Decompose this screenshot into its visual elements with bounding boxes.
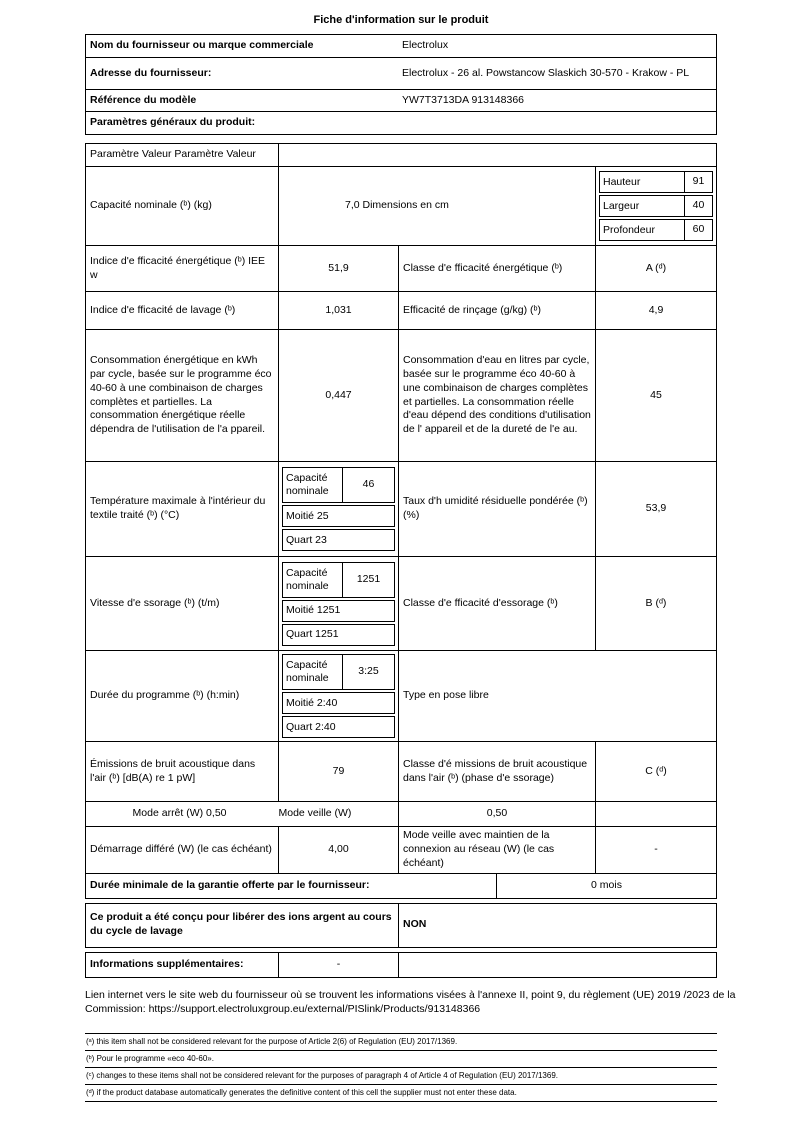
supplier-name-row xyxy=(86,35,716,57)
page-title: Fiche d'information sur le produit xyxy=(313,14,489,26)
parameters-table xyxy=(85,143,717,899)
noise-label: Émissions de bruit acoustique dans l'air (ᵇ) [dB(A) re 1 pW] xyxy=(90,757,256,784)
spin-speed-label: Vitesse d'e ssorage (ᵇ) (t/m) xyxy=(90,596,220,609)
spin-class-label: Classe d'e fficacité d'essorage (ᵇ) xyxy=(398,557,595,650)
duration-row xyxy=(86,650,716,741)
dimensions-table xyxy=(596,168,716,244)
supplier-name-value: Electrolux xyxy=(402,39,449,52)
dimension-width-label: Largeur xyxy=(603,199,640,212)
installation-type-value: Type en pose libre xyxy=(398,651,716,741)
off-mode-label: Mode arrêt (W) 0,50 xyxy=(132,807,227,820)
temperature-label: Température maximale à l'intérieur du textile traité (ᵇ) (°C) xyxy=(90,495,266,521)
parameters-header-row xyxy=(86,144,716,166)
capacity-value: 7,0 Dimensions en cm xyxy=(278,167,595,245)
spin-quarter-value: Quart 1251 xyxy=(286,628,339,641)
water-consumption-value: 45 xyxy=(595,330,716,461)
supplier-name-label: Nom du fournisseur ou marque commerciale xyxy=(90,39,314,52)
section-header-row xyxy=(85,112,717,135)
dimension-width-row xyxy=(599,195,713,217)
dimension-height-label: Hauteur xyxy=(603,175,641,188)
wash-index-value: 1,031 xyxy=(278,292,398,329)
spin-half-value: Moitié 1251 xyxy=(286,604,341,617)
noise-row xyxy=(86,741,716,801)
delay-start-label: Démarrage différé (W) (le cas échéant) xyxy=(90,842,272,855)
energy-efficiency-row xyxy=(86,245,716,291)
temperature-subtable-cell xyxy=(278,462,398,556)
temperature-quarter-value: Quart 23 xyxy=(286,533,327,546)
duration-half-value: Moitié 2:40 xyxy=(286,696,338,709)
parameters-header: Paramètre Valeur Paramètre Valeur xyxy=(90,148,256,161)
temperature-rated-label: Capacité nominale xyxy=(286,472,329,497)
supplier-address-label: Adresse du fournisseur: xyxy=(90,66,212,79)
duration-quarter-row xyxy=(282,716,395,738)
product-fiche-page xyxy=(85,0,736,1102)
supplier-address-value: Electrolux - 26 al. Powstancow Slaskich 30-570 - Krakow - PL xyxy=(402,66,690,79)
duration-rated-row xyxy=(282,654,395,690)
additional-info-table xyxy=(85,952,717,978)
section-header: Paramètres généraux du produit: xyxy=(90,116,256,129)
eei-label: Indice d'e fficacité énergétique (ᵇ) IEE w xyxy=(90,254,266,281)
duration-subtable-cell xyxy=(278,651,398,741)
water-consumption-label: Consommation d'eau en litres par cycle, basée sur le programme éco 40-60 à une combinaison de charges complètes et partielles. La consommation réelle d'eau dépend des conditions d'utilisation de l' appareil et de la dureté de l'e au. xyxy=(398,330,595,461)
temperature-subtable xyxy=(279,464,398,554)
capacity-row xyxy=(86,166,716,245)
duration-label: Durée du programme (ᵇ) (h:min) xyxy=(90,689,240,702)
temperature-rated-value: 46 xyxy=(342,468,394,502)
duration-half-row xyxy=(282,692,395,714)
delay-start-value: 4,00 xyxy=(278,827,398,873)
wash-efficiency-row xyxy=(86,291,716,329)
silver-ions-value: NON xyxy=(398,904,716,947)
footnote-a: (ᵃ) this item shall not be considered relevant for the purpose of Article 2(6) of Regulation (EU) 2017/1369. xyxy=(85,1034,717,1051)
spin-rated-row xyxy=(282,562,395,598)
model-reference-label: Référence du modèle xyxy=(90,93,197,106)
supplier-link-paragraph: Lien internet vers le site web du fournisseur où se trouvent les informations visées à l'annexe II, point 9, du règlement (UE) 2019 /2023 de la Commission: https://support.electroluxgroup.eu/external/PISlink/Products/913148366 xyxy=(85,988,736,1016)
standby-mode-value: 0,50 xyxy=(398,802,595,826)
dimension-width-value: 40 xyxy=(684,196,712,216)
spin-rated-value: 1251 xyxy=(342,563,394,597)
energy-class-value: A (ᵈ) xyxy=(595,246,716,291)
spin-quarter-row xyxy=(282,624,395,646)
silver-ions-row xyxy=(86,904,716,947)
power-modes-empty xyxy=(595,802,716,826)
silver-ions-label: Ce produit a été conçu pour libérer des ions argent au cours du cycle de lavage xyxy=(90,911,392,938)
spin-subtable-cell xyxy=(278,557,398,650)
duration-rated-label: Capacité nominale xyxy=(286,659,329,684)
additional-info-value: - xyxy=(278,953,398,977)
energy-consumption-label: Consommation énergétique en kWh par cycle, basée sur le programme éco 40-60 à une combinaison de charges complètes et partielles. La consommation énergétique réelle dépendra de l'utilisation de l'a ppareil. xyxy=(90,353,272,436)
humidity-label: Taux d'h umidité résiduelle pondérée (ᵇ) (%) xyxy=(398,462,595,556)
duration-subtable xyxy=(279,651,398,741)
temperature-row xyxy=(86,461,716,556)
wash-index-label: Indice d'e fficacité de lavage (ᵇ) xyxy=(90,303,236,316)
dimension-height-value: 91 xyxy=(684,172,712,192)
power-modes-row xyxy=(86,801,716,826)
noise-class-value: C (ᵈ) xyxy=(595,742,716,801)
additional-info-row xyxy=(86,953,716,977)
temperature-half-row xyxy=(282,505,395,527)
silver-ions-table xyxy=(85,903,717,948)
supplier-address-row xyxy=(86,57,716,89)
capacity-label: Capacité nominale (ᵇ) (kg) xyxy=(90,199,212,212)
temperature-rated-row xyxy=(282,467,395,503)
dimension-height-row xyxy=(599,171,713,193)
duration-quarter-value: Quart 2:40 xyxy=(286,720,336,733)
footnote-d: (ᵈ) if the product database automatically generates the definitive content of this cell the supplier must not enter these data. xyxy=(85,1085,717,1102)
additional-info-empty xyxy=(398,953,716,977)
model-reference-value: YW7T3713DA 913148366 xyxy=(402,93,525,106)
dimension-depth-row xyxy=(599,219,713,241)
temperature-half-value: Moitié 25 xyxy=(286,509,329,522)
power-modes-labels xyxy=(86,802,398,826)
dimension-depth-value: 60 xyxy=(684,220,712,240)
spin-rated-label: Capacité nominale xyxy=(286,566,329,592)
network-standby-value: - xyxy=(595,827,716,873)
energy-consumption-value: 0,447 xyxy=(278,330,398,461)
standby-mode-label: Mode veille (W) xyxy=(278,807,352,820)
spin-half-row xyxy=(282,600,395,622)
rinse-label: Efficacité de rinçage (g/kg) (ᵇ) xyxy=(398,292,595,329)
noise-value: 79 xyxy=(278,742,398,801)
footnote-b: (ᵇ) Pour le programme «eco 40-60». xyxy=(85,1051,717,1068)
supplier-info-table xyxy=(85,34,717,112)
network-standby-label: Mode veille avec maintien de la connexion au réseau (W) (le cas échéant) xyxy=(398,827,595,873)
warranty-value: 0 mois xyxy=(496,874,716,898)
footnotes xyxy=(85,1033,717,1102)
humidity-value: 53,9 xyxy=(595,462,716,556)
delay-start-row xyxy=(86,826,716,873)
temperature-quarter-row xyxy=(282,529,395,551)
duration-rated-value: 3:25 xyxy=(342,655,394,689)
model-reference-row xyxy=(86,89,716,111)
consumption-row xyxy=(86,329,716,461)
parameters-header-empty xyxy=(278,144,716,166)
warranty-row xyxy=(86,873,716,898)
spin-speed-row xyxy=(86,556,716,650)
spin-class-value: B (ᵈ) xyxy=(595,557,716,650)
noise-class-label: Classe d'é missions de bruit acoustique dans l'air (ᵇ) (phase d'e ssorage) xyxy=(398,742,595,801)
dimensions-cell xyxy=(595,167,716,245)
warranty-label: Durée minimale de la garantie offerte par le fournisseur: xyxy=(90,878,370,891)
energy-class-label: Classe d'e fficacité énergétique (ᵇ) xyxy=(398,246,595,291)
dimension-depth-label: Profondeur xyxy=(603,223,655,236)
additional-info-label: Informations supplémentaires: xyxy=(90,957,244,970)
rinse-value: 4,9 xyxy=(595,292,716,329)
spin-subtable xyxy=(279,559,398,649)
eei-value: 51,9 xyxy=(278,246,398,291)
footnote-c: (ᶜ) changes to these items shall not be considered relevant for the purposes of paragraph 4 of Article 4 of Regulation (EU) 2017/1369. xyxy=(85,1068,717,1085)
